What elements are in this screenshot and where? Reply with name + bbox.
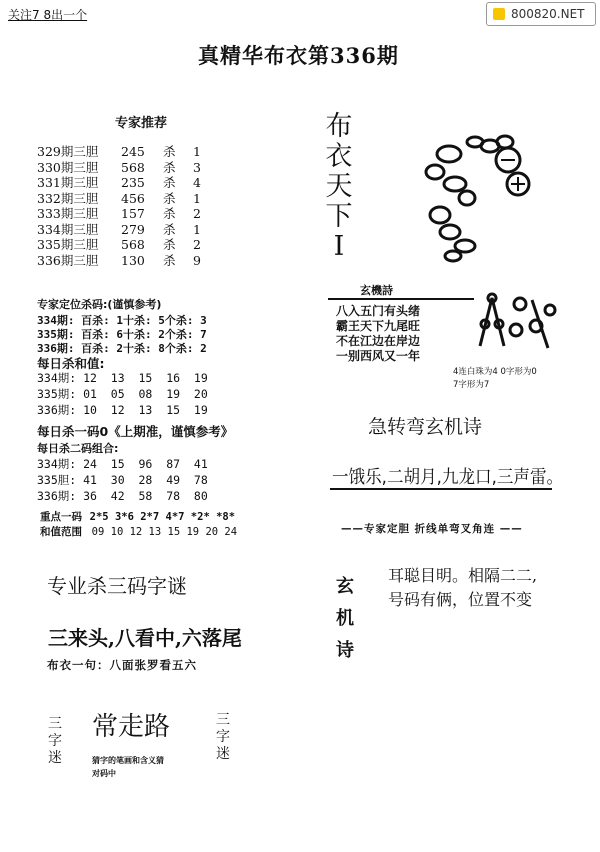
position-kill-row: 334期: 百杀: 1十杀: 5个杀: 3 — [37, 314, 207, 327]
rec-kill-label: 杀 — [163, 175, 176, 190]
poem-line: 霸王天下九尾旺 — [336, 319, 421, 333]
key-point-values: 2*5 3*6 2*7 4*7 *2* *8* — [89, 511, 236, 523]
sum-span-values: 09 10 12 13 15 19 20 24 — [91, 526, 238, 538]
rec-kill-value: 9 — [193, 252, 201, 268]
rec-period: 335期三胆 — [37, 237, 99, 252]
position-kill-row: 336期: 百杀: 2十杀: 8个杀: 2 — [37, 342, 207, 355]
buyi-saying: 布衣一句：八面张罗看五六 — [47, 658, 197, 672]
page-title: 真精华布衣第336期 — [198, 43, 399, 68]
xuanji-vertical-2: 机 — [336, 608, 354, 629]
three-char-right: 三字迷 — [216, 712, 230, 762]
riddle-poem-title: 急转弯玄机诗 — [368, 416, 483, 438]
watermark-text: 800820.NET — [511, 7, 585, 21]
riddle-hint-line1: 猜字的笔画和含义猜 — [92, 756, 164, 765]
rec-kill-value: 1 — [193, 190, 201, 206]
rec-numbers: 279 — [121, 221, 145, 237]
rec-kill-value: 3 — [193, 159, 201, 175]
bead-note-2: 7字形为7 — [453, 380, 490, 390]
key-point-row — [40, 509, 235, 524]
rec-kill-label: 杀 — [163, 144, 176, 159]
three-char-left: 三字迷 — [48, 716, 62, 766]
poem-line: 不在江边在岸边 — [336, 334, 421, 348]
daily-sum-row: 335期: 01 05 08 19 20 — [37, 387, 208, 401]
poem-divider — [328, 298, 474, 300]
rec-kill-label: 杀 — [163, 221, 176, 237]
bead-shapes-illustration — [472, 290, 562, 354]
rec-kill-label: 杀 — [163, 206, 176, 221]
sum-span-row — [40, 524, 237, 539]
top-note: 关注7 8出一个 — [8, 8, 88, 22]
rec-numbers: 456 — [121, 190, 145, 206]
rec-kill-value: 1 — [193, 144, 201, 159]
xuanji-vertical-1: 玄 — [336, 576, 354, 597]
rec-kill-value: 4 — [193, 175, 201, 190]
rec-numbers: 245 — [121, 144, 145, 159]
rec-numbers: 568 — [121, 159, 145, 175]
daily-sum-title: 每日杀和值: — [37, 356, 105, 371]
position-kill-title: 专家定位杀码:(谨慎参考) — [37, 298, 162, 311]
poem-title: 玄機詩 — [360, 284, 393, 297]
buyi-vertical-title: 布衣天下I — [325, 111, 353, 262]
key-point-label: 重点一码 — [40, 511, 82, 523]
rec-period: 330期三胆 — [37, 159, 99, 175]
rec-period: 334期三胆 — [37, 221, 99, 237]
rec-kill-label: 杀 — [163, 252, 176, 268]
rec-numbers: 235 — [121, 175, 145, 190]
daily-two-row: 335胆: 41 30 28 49 78 — [37, 473, 208, 487]
expert-rec-title: 专家推荐 — [115, 116, 168, 131]
poem-line: 一别西风又一年 — [336, 349, 421, 363]
watermark-badge[interactable] — [486, 2, 596, 26]
daily-two-title: 每日杀二码组合: — [37, 442, 119, 455]
rec-period: 332期三胆 — [37, 190, 99, 206]
daily-one-title: 每日杀一码0《上期准，谨慎参考》 — [37, 424, 234, 439]
rec-numbers: 157 — [121, 206, 145, 221]
riddle-slogan: 一饿乐,二胡月,九龙口,三声雷。 — [332, 467, 564, 488]
rec-kill-label: 杀 — [163, 159, 176, 175]
riddle-hint-line2: 对码中 — [92, 769, 116, 778]
rec-kill-value: 2 — [193, 237, 201, 252]
rec-period: 336期三胆 — [37, 252, 99, 268]
rec-numbers: 568 — [121, 237, 145, 252]
xuanji-vertical-3: 诗 — [336, 640, 354, 661]
rec-kill-value: 2 — [193, 206, 201, 221]
xuanji-line: 耳聪目明。相隔二二, — [388, 566, 538, 585]
bead-chain-illustration — [405, 120, 545, 270]
daily-sum-row: 336期: 10 12 13 15 19 — [37, 403, 208, 417]
daily-two-row: 336期: 36 42 58 78 80 — [37, 489, 208, 503]
kill-riddle-answer: 三来头,八看中,六落尾 — [48, 626, 242, 650]
poem-line: 八入五门有头绪 — [336, 304, 421, 318]
rec-numbers: 130 — [121, 252, 145, 268]
kill-riddle-title: 专业杀三码字谜 — [47, 574, 187, 598]
daily-sum-row: 334期: 12 13 15 16 19 — [37, 371, 208, 385]
sum-span-label: 和值范围 — [40, 526, 82, 538]
rec-period: 331期三胆 — [37, 175, 99, 190]
bead-note-1: 4连白珠为4 0字形为0 — [453, 367, 537, 377]
position-kill-row: 335期: 百杀: 6十杀: 2个杀: 7 — [37, 328, 207, 341]
rec-period: 329期三胆 — [37, 144, 99, 159]
daily-two-row: 334期: 24 15 96 87 41 — [37, 457, 208, 471]
rec-kill-value: 1 — [193, 221, 201, 237]
xuanji-line: 号码有俩，位置不变 — [388, 590, 533, 609]
expert-dan-line: ——专家定胆 折线单弯叉角连 —— — [341, 523, 523, 535]
rec-kill-label: 杀 — [163, 237, 176, 252]
expert-rec-row — [37, 251, 201, 269]
watermark-logo-icon — [493, 8, 505, 20]
slogan-underline — [330, 488, 552, 490]
riddle-word: 常走路 — [92, 712, 171, 742]
rec-kill-label: 杀 — [163, 190, 176, 206]
rec-period: 333期三胆 — [37, 206, 99, 221]
